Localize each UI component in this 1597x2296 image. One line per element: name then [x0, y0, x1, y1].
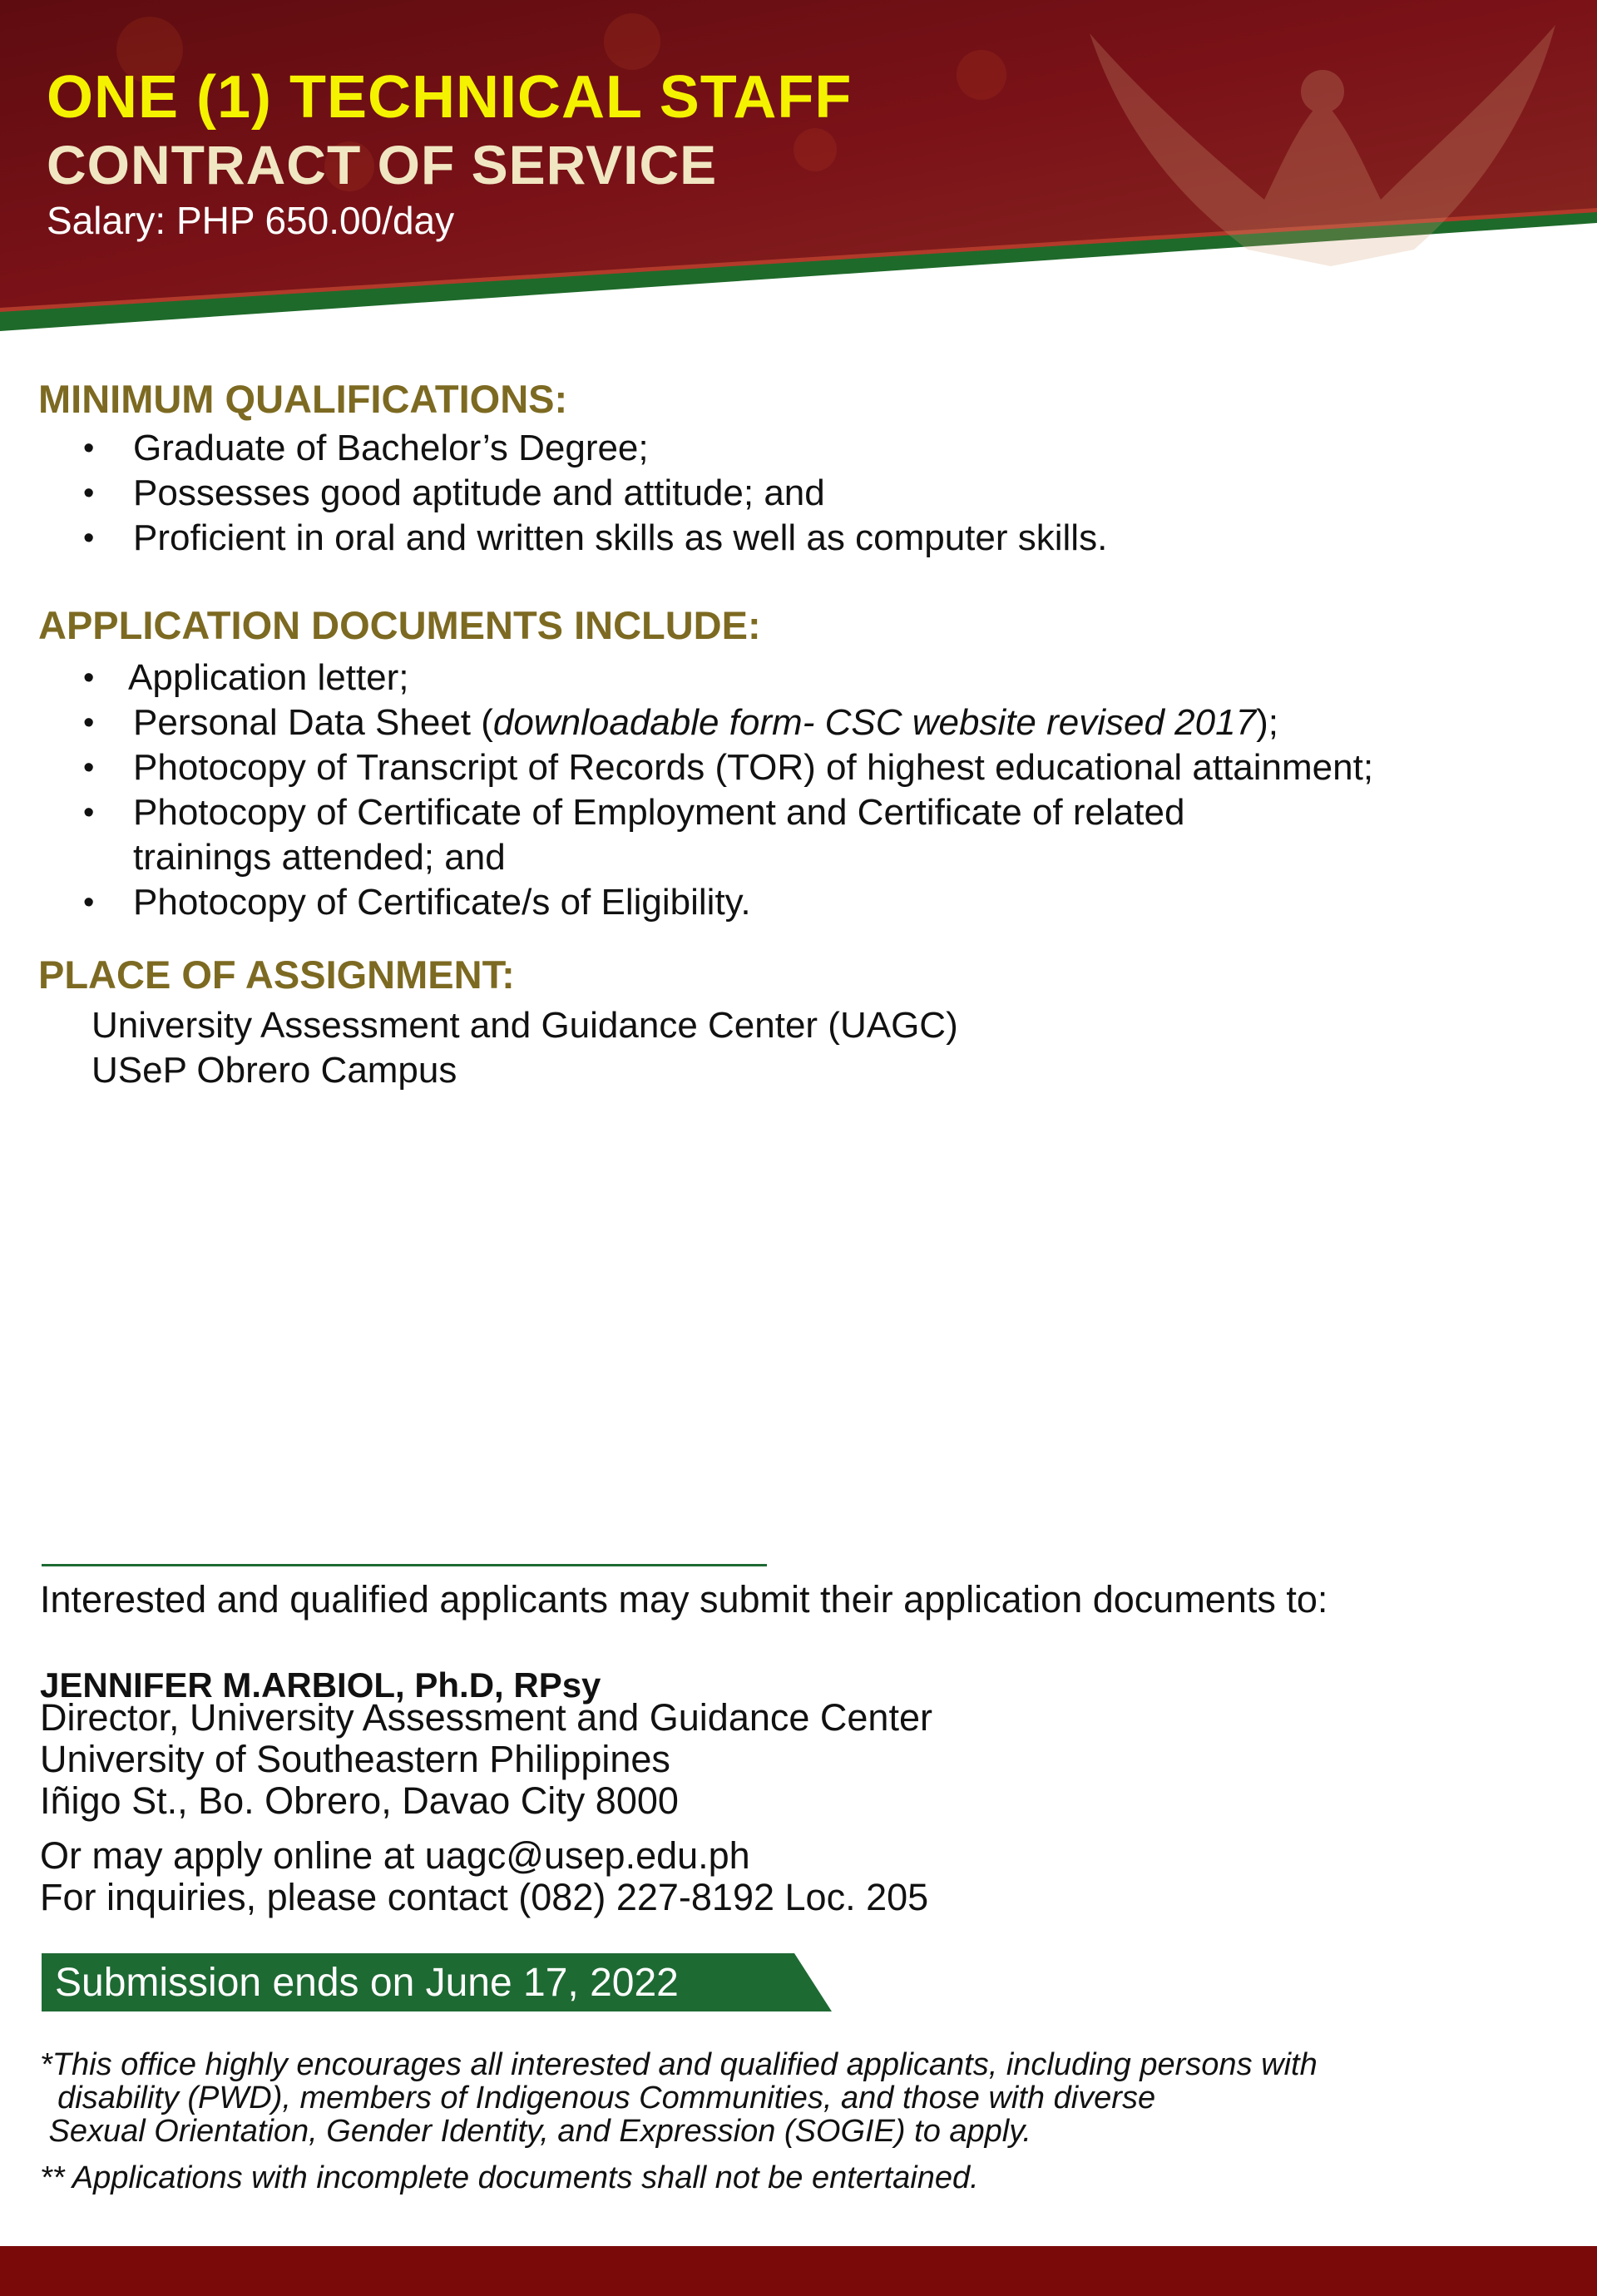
contact-position: Director, University Assessment and Guidance Center [40, 1696, 932, 1739]
inquiries-text: For inquiries, please contact (082) 227-8192 Loc. 205 [40, 1876, 929, 1918]
deadline-text: Submission ends on June 17, 2022 [55, 1961, 679, 2005]
list-item: • Graduate of Bachelor’s Degree; [83, 426, 1107, 471]
inclusion-note-line: disability (PWD), members of Indigenous Communities, and those with diverse [40, 2081, 1156, 2115]
assignment-office: University Assessment and Guidance Center (UAGC) [91, 1005, 958, 1046]
list-item: • Photocopy of Transcript of Records (TOR) of highest educational attainment; [83, 745, 1373, 790]
list-item: • Photocopy of Certificate of Employment and Certificate of related trainings attended; and [83, 790, 1373, 880]
documents-heading: APPLICATION DOCUMENTS INCLUDE: [38, 603, 761, 647]
inclusion-note-line: Sexual Orientation, Gender Identity, and Expression (SOGIE) to apply. [40, 2114, 1031, 2149]
contact-street-address: Iñigo St., Bo. Obrero, Davao City 8000 [40, 1779, 679, 1822]
assignment-campus: USeP Obrero Campus [91, 1050, 457, 1091]
italic-form-note: downloadable form- CSC website revised 2017 [492, 702, 1257, 743]
qualifications-heading: MINIMUM QUALIFICATIONS: [38, 377, 568, 421]
deadline-banner [42, 1953, 832, 2011]
qualifications-list [83, 426, 1107, 561]
incomplete-documents-note: ** Applications with incomplete documents shall not be entertained. [40, 2160, 979, 2195]
employment-type: CONTRACT OF SERVICE [47, 134, 718, 195]
contact-name: JENNIFER M.ARBIOL, Ph.D, RPsy [40, 1665, 601, 1705]
salary-text: Salary: PHP 650.00/day [47, 199, 455, 242]
inclusion-note-line: *This office highly encourages all interested and qualified applicants, including persons with [40, 2047, 1318, 2082]
footer-bar [0, 2246, 1597, 2296]
documents-list [83, 656, 1373, 925]
list-item: • Possesses good aptitude and attitude; and [83, 471, 1107, 516]
contact-university: University of Southeastern Philippines [40, 1738, 670, 1780]
job-title: ONE (1) TECHNICAL STAFF [47, 64, 853, 131]
header-banner [0, 0, 1597, 349]
online-application-text: Or may apply online at uagc@usep.edu.ph [40, 1834, 750, 1877]
list-item: • Proficient in oral and written skills as well as computer skills. [83, 516, 1107, 561]
submission-intro: Interested and qualified applicants may submit their application documents to: [40, 1578, 1328, 1621]
list-item: • Photocopy of Certificate/s of Eligibility. [83, 880, 1373, 925]
divider [42, 1564, 767, 1566]
list-item: • Personal Data Sheet (downloadable form- CSC website revised 2017); [83, 700, 1373, 745]
assignment-heading: PLACE OF ASSIGNMENT: [38, 953, 515, 997]
list-item: • Application letter; [83, 656, 1373, 700]
